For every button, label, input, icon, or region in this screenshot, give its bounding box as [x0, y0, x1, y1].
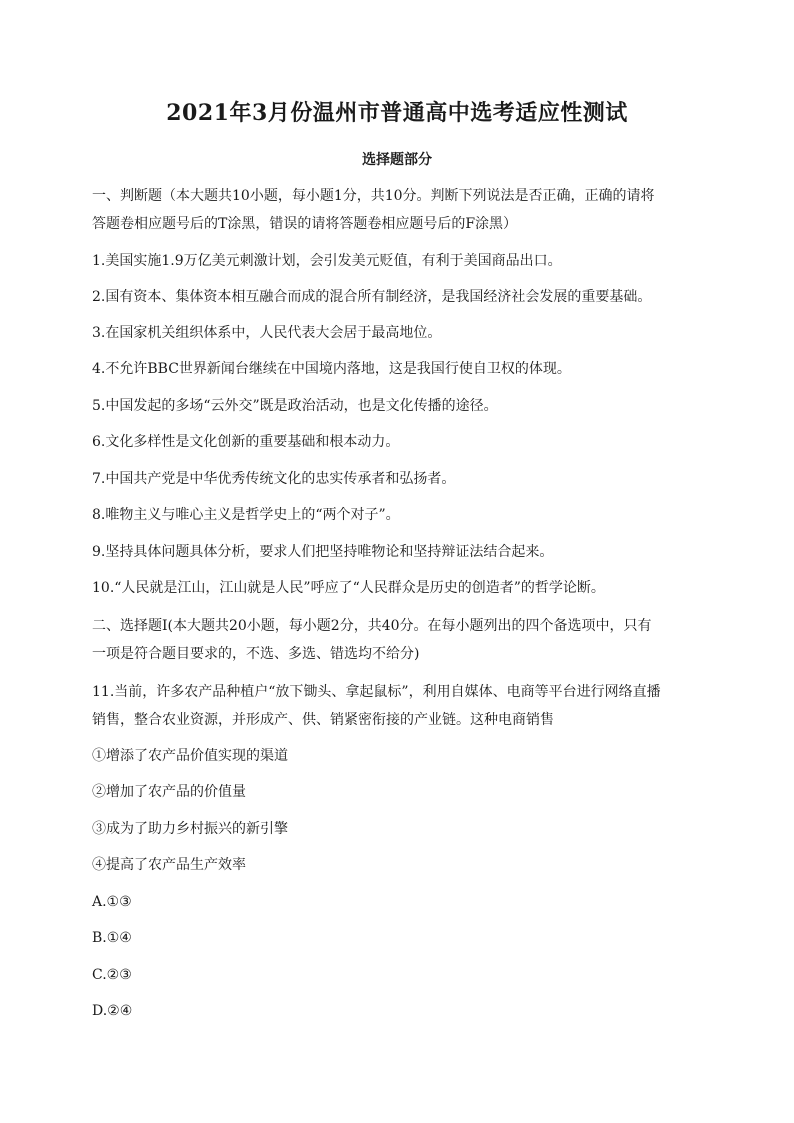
judgement-item-9: 9.坚持具体问题具体分析，要求人们把坚持唯物论和坚持辩证法结合起来。 — [92, 544, 554, 560]
q11-statement-1: ①增添了农产品价值实现的渠道 — [92, 748, 288, 764]
judgement-item-10: 10.“人民就是江山，江山就是人民”呼应了“人民群众是历史的创造者”的哲学论断。 — [92, 580, 605, 596]
judgement-item-2: 2.国有资本、集体资本相互融合而成的混合所有制经济，是我国经济社会发展的重要基础。 — [92, 289, 652, 305]
q11-statement-2: ②增加了农产品的价值量 — [92, 784, 246, 800]
q11-option-a: A.①③ — [92, 894, 132, 910]
part2-heading-line2: 一项是符合题目要求的，不选、多选、错选均不给分) — [92, 646, 420, 662]
judgement-item-4: 4.不允许BBC世界新闻台继续在中国境内落地，这是我国行使自卫权的体现。 — [92, 361, 571, 377]
q11-option-d: D.②④ — [92, 1003, 133, 1019]
judgement-item-3: 3.在国家机关组织体系中，人民代表大会居于最高地位。 — [92, 325, 442, 341]
q11-option-c: C.②③ — [92, 967, 132, 983]
part2-heading-line1: 二、选择题I(本大题共20小题，每小题2分，共40分。在每小题列出的四个备选项中，只有 — [92, 618, 652, 634]
section-title: 选择题部分 — [362, 152, 432, 168]
page-title: 2021年3月份温州市普通高中选考适应性测试 — [166, 100, 628, 126]
q11-stem-line2: 销售，整合农业资源，并形成产、供、销紧密衔接的产业链。这种电商销售 — [92, 712, 554, 728]
q11-statement-4: ④提高了农产品生产效率 — [92, 857, 246, 873]
part1-heading-line1: 一、判断题（本大题共10小题，每小题1分，共10分。判断下列说法是否正确，正确的请将 — [92, 188, 655, 204]
judgement-item-5: 5.中国发起的多场“云外交”既是政治活动，也是文化传播的途径。 — [92, 398, 498, 414]
q11-statement-3: ③成为了助力乡村振兴的新引擎 — [92, 821, 288, 837]
judgement-item-6: 6.文化多样性是文化创新的重要基础和根本动力。 — [92, 434, 400, 450]
judgement-item-8: 8.唯物主义与唯心主义是哲学史上的“两个对子”。 — [92, 507, 400, 523]
judgement-item-7: 7.中国共产党是中华优秀传统文化的忠实传承者和弘扬者。 — [92, 471, 456, 487]
part1-heading-line2: 答题卷相应题号后的T涂黑，错误的请将答题卷相应题号后的F涂黑） — [92, 216, 518, 232]
judgement-item-1: 1.美国实施1.9万亿美元刺激计划，会引发美元贬值，有利于美国商品出口。 — [92, 253, 562, 269]
q11-option-b: B.①④ — [92, 930, 132, 946]
q11-stem-line1: 11.当前，许多农产品种植户“放下锄头、拿起鼠标”，利用自媒体、电商等平台进行网络直播 — [92, 684, 661, 700]
